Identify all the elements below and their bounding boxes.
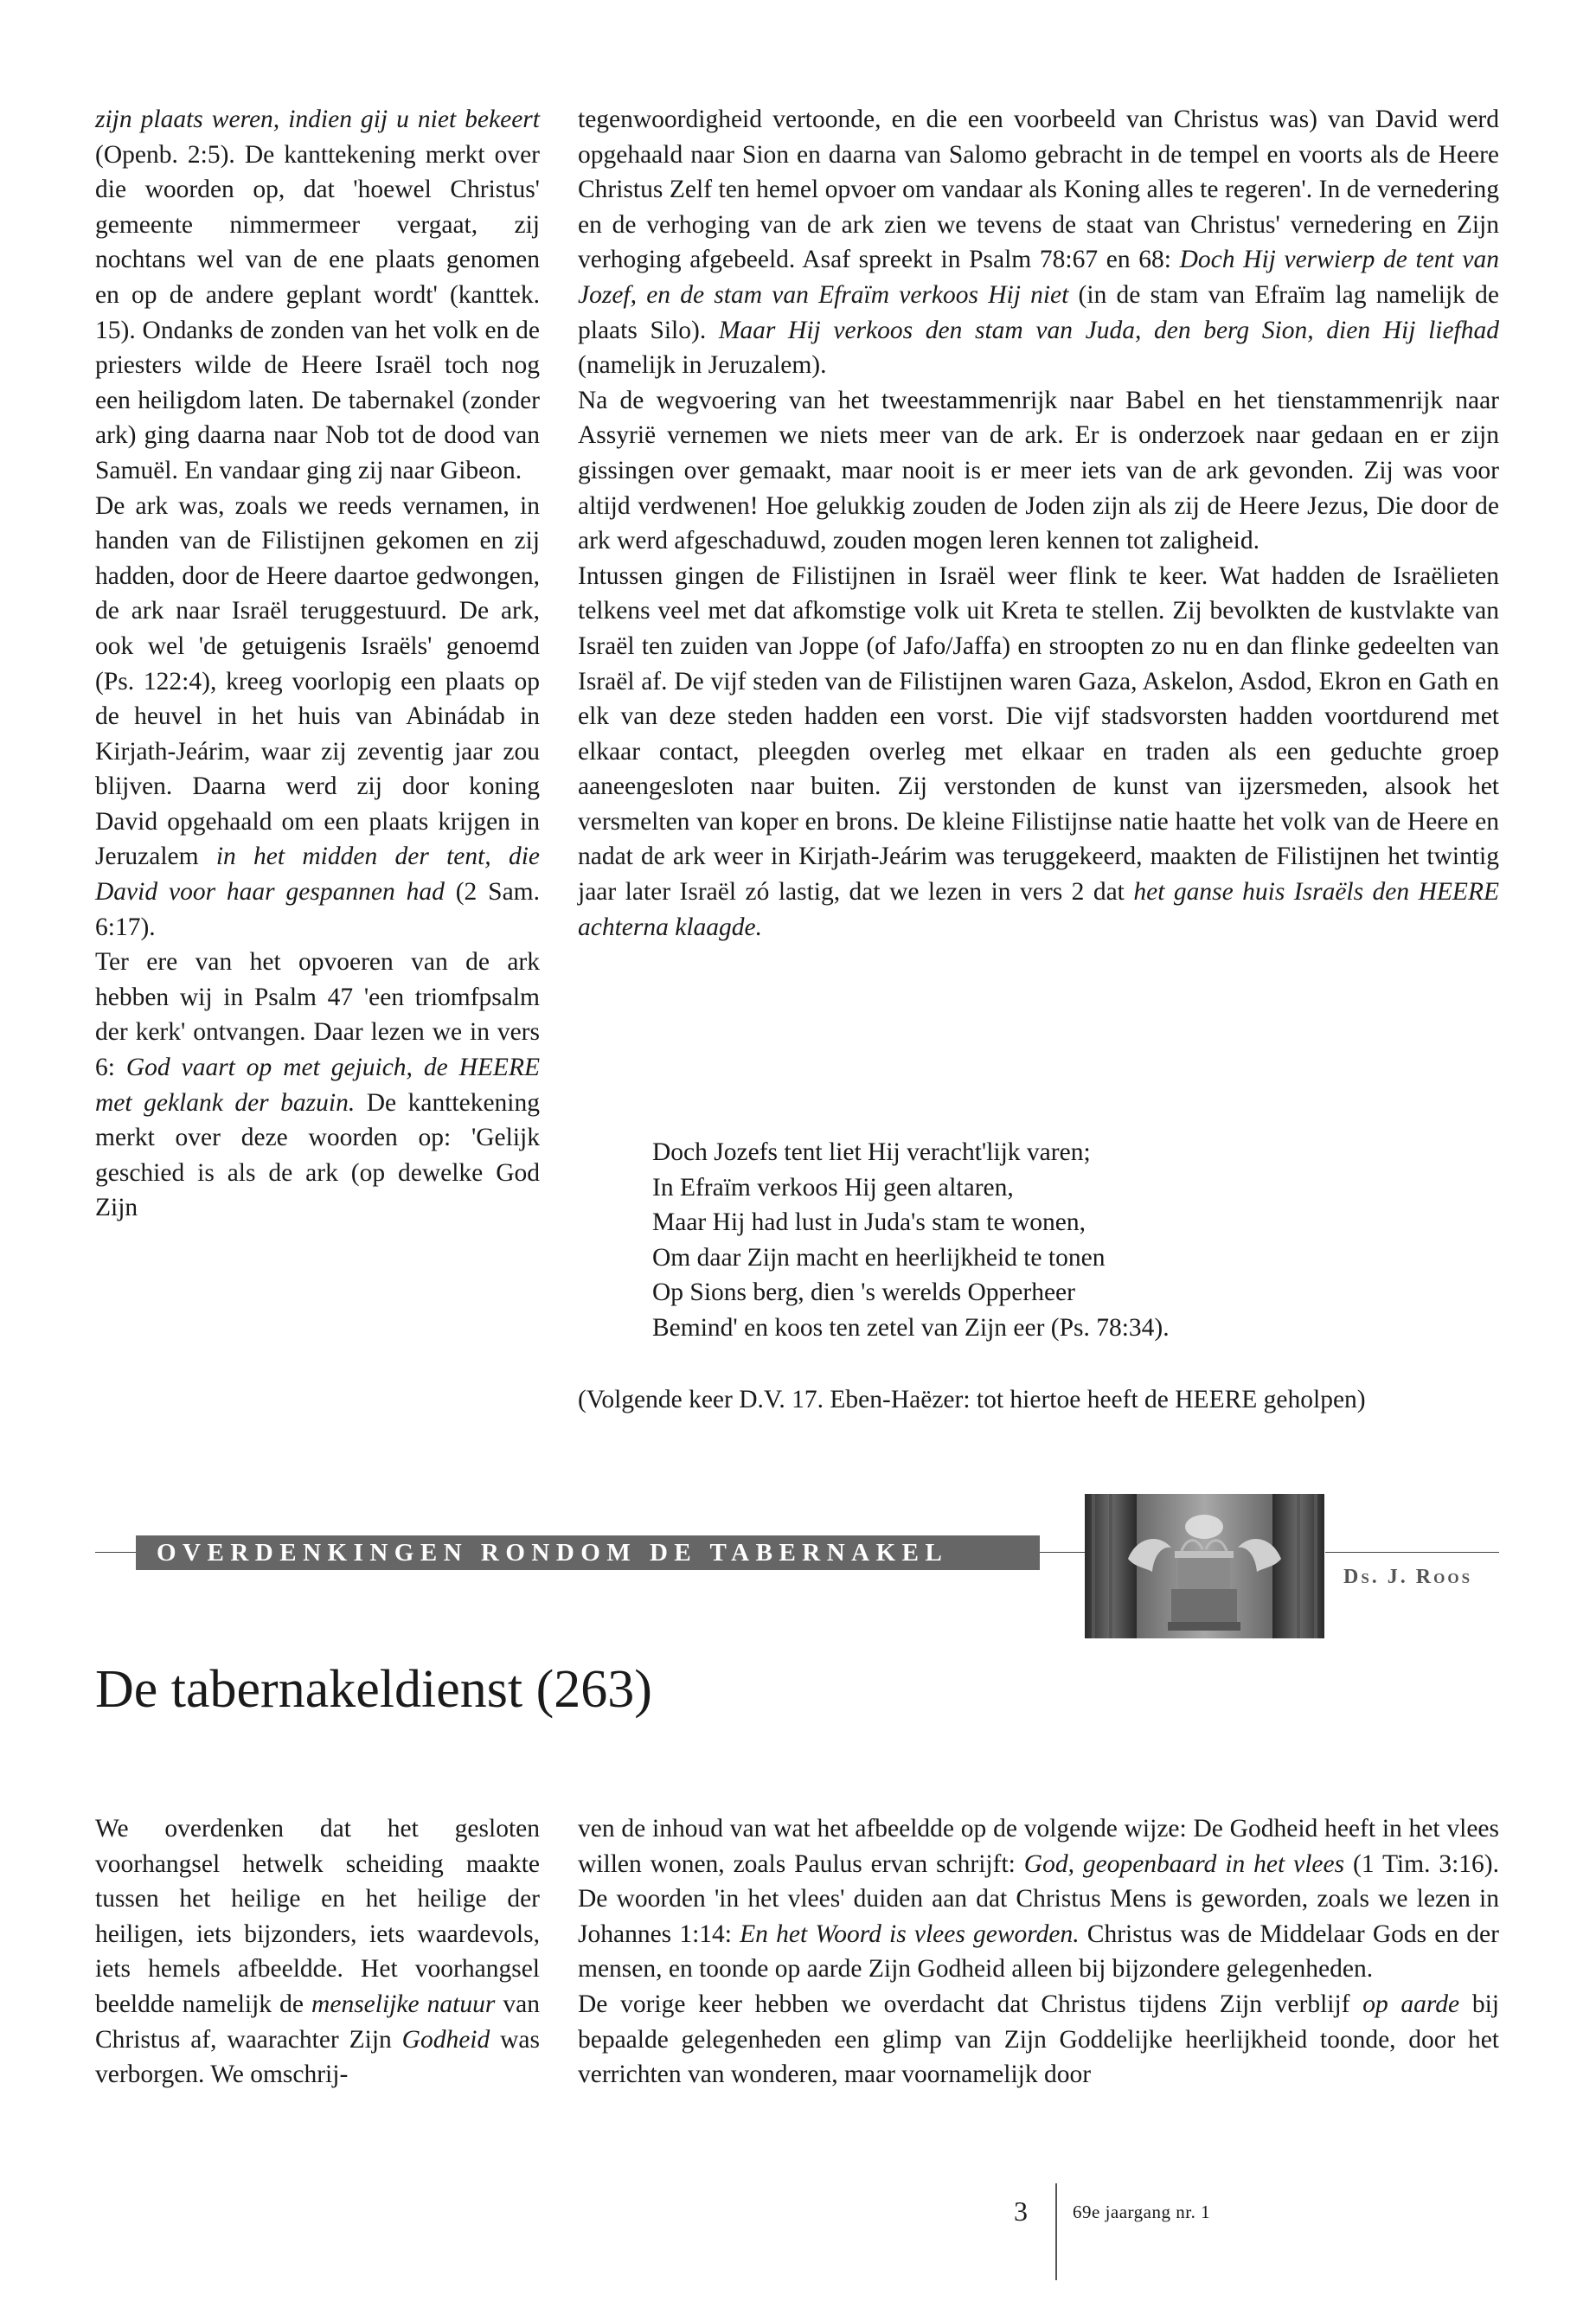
ark-of-covenant-illustration <box>1085 1494 1324 1638</box>
top-left-column <box>95 102 540 1226</box>
bottom-right-column <box>578 1811 1499 2093</box>
footer-divider <box>1055 2183 1057 2280</box>
author-name: Ds. J. Roos <box>1343 1566 1473 1588</box>
poem-line: Op Sions berg, dien 's werelds Opperheer <box>652 1279 1075 1307</box>
paragraph: De vorige keer hebben we overdacht dat Christus tijdens Zijn verblijf op aarde bij bepaalde gelegenheden een glimp van Zijn Goddelijke heerlijkheid toonde, door het verrichten van wonderen, maar voornamelijk door <box>578 1990 1499 2089</box>
paragraph: We overdenken dat het gesloten voorhangsel hetwelk scheiding maakte tussen het heilige en het heilige der heiligen, iets bijzonders, iets waardevols, iets hemels afbeeldde. Het voorhangsel beeldde namelijk de menselijke natuur van Christus af, waarachter Zijn Godheid was verborgen. We omschrij- <box>95 1815 540 2089</box>
poem-line: Maar Hij had lust in Juda's stam te wonen, <box>652 1208 1086 1237</box>
paragraph: Intussen gingen de Filistijnen in Israël weer flink te keer. Wat hadden de Israëlieten telkens veel met dat afkomstige volk uit Kreta te stellen. Zij bevolkten de kustvlakte van Israël ten zuiden van Joppe (of Jafo/Jaffa) en stroopten zo nu en dan flinke gedeelten van Israël af. De vijf steden van de Filistijnen waren Gaza, Askelon, Asdod, Ekron en Gath en elk van deze steden hadden een vorst. Die vijf stadsvorsten hadden voortdurend met elkaar contact, pleegden overleg met elkaar en traden als een geduchte groep aaneengesloten naar buiten. Zij verstonden de kunst van ijzersmeden, alsook het versmelten van koper en brons. De kleine Filistijnse natie haatte het volk van de Heere en nadat de ark weer in Kirjath-Jeárim was teruggekeerd, maakten de Filistijnen het twintig jaar later Israël zó lastig, dat we lezen in vers 2 dat het ganse huis Israëls den HEERE achterna klaagde. <box>578 561 1499 941</box>
paragraph: Ter ere van het opvoeren van de ark hebben wij in Psalm 47 'een triomfpsalm der kerk' ontvangen. Daar lezen we in vers 6: God vaart op met gejuich, de HEERE met geklank der bazuin. De kanttekening merkt over deze woorden op: 'Gelijk geschied is als de ark (op dewelke God Zijn <box>95 948 540 1222</box>
top-right-column <box>578 102 1499 945</box>
paragraph: tegenwoordigheid vertoonde, en die een voorbeeld van Christus was) van David werd opgehaald naar Sion en daarna van Salomo gebracht in de tempel en voorts als de Heere Christus Zelf ten hemel opvoer om vandaar als Koning alles te regeren'. In de vernedering en de verhoging van de ark zien we tevens de staat van Christus' vernedering en Zijn verhoging afgebeeld. Asaf spreekt in Psalm 78:67 en 68: Doch Hij verwierp de tent van Jozef, en de stam van Efraïm verkoos Hij niet (in de stam van Efraïm lag namelijk de plaats Silo). Maar Hij verkoos den stam van Juda, den berg Sion, dien Hij liefhad (namelijk in Jeruzalem). <box>578 106 1499 380</box>
poem-line: Doch Jozefs tent liet Hij veracht'lijk varen; <box>652 1138 1091 1166</box>
divider-line <box>1325 1552 1499 1553</box>
article-title: De tabernakeldienst (263) <box>95 1660 652 1719</box>
poem-line: In Efraïm verkoos Hij geen altaren, <box>652 1173 1014 1202</box>
issue-info: 69e jaargang nr. 1 <box>1073 2202 1211 2222</box>
paragraph: De ark was, zoals we reeds vernamen, in handen van de Filistijnen gekomen en zij hadden, door de Heere daartoe gedwongen, de ark naar Israël teruggestuurd. De ark, ook wel 'de getuigenis Israëls' genoemd (Ps. 122:4), kreeg voorlopig een plaats op de heuvel in het huis van Abinádab in Kirjath-Jeárim, waar zij zeventig jaar zou blijven. Daarna werd zij door koning David opgehaald om een plaats krijgen in Jeruzalem in het midden der tent, die David voor haar gespannen had (2 Sam. 6:17). <box>95 491 540 941</box>
poem-line: Om daar Zijn macht en heerlijkheid te tonen <box>652 1243 1106 1272</box>
paragraph: ven de inhoud van wat het afbeeldde op de volgende wijze: De Godheid heeft in het vlees willen wonen, zoals Paulus ervan schrijft: God, geopenbaard in het vlees (1 Tim. 3:16). De woorden 'in het vlees' duiden aan dat Christus Mens is geworden, zoals we lezen in Johannes 1:14: En het Woord is vlees geworden. Christus was de Middelaar Gods en der mensen, en toonde op aarde Zijn Godheid alleen bij bijzondere gelegenheden. <box>578 1815 1499 1984</box>
bottom-left-column <box>95 1811 540 2093</box>
section-banner: OVERDENKINGEN RONDOM DE TABERNAKEL <box>136 1535 1040 1570</box>
next-issue-notice: (Volgende keer D.V. 17. Eben-Haëzer: tot hiertoe heeft de HEERE geholpen) <box>578 1386 1366 1413</box>
psalm-quote <box>652 1135 1170 1346</box>
page-number: 3 <box>1014 2195 1028 2227</box>
paragraph: zijn plaats weren, indien gij u niet bekeert (Openb. 2:5). De kanttekening merkt over die woorden op, dat 'hoewel Christus' gemeente nimmermeer vergaat, zij nochtans wel van de ene plaats genomen en op de andere geplant wordt' (kanttek. 15). Ondanks de zonden van het volk en de priesters wilde de Heere Israël toch nog een heiligdom laten. De tabernakel (zonder ark) ging daarna naar Nob tot de dood van Samuël. En vandaar ging zij naar Gibeon. <box>95 106 540 484</box>
poem-line: Bemind' en koos ten zetel van Zijn eer (Ps. 78:34). <box>652 1313 1170 1342</box>
paragraph: Na de wegvoering van het tweestammenrijk naar Babel en het tienstammenrijk naar Assyrië vernemen we niets meer van de ark. Er is onderzoek naar gedaan en er zijn gissingen over gemaakt, maar nooit is er meer iets van de ark gevonden. Zij was voor altijd verdwenen! Hoe gelukkig zouden de Joden zijn als zij de Heere Jezus, Die door de ark werd afgeschaduwd, zouden mogen leren kennen tot zaligheid. <box>578 386 1499 555</box>
